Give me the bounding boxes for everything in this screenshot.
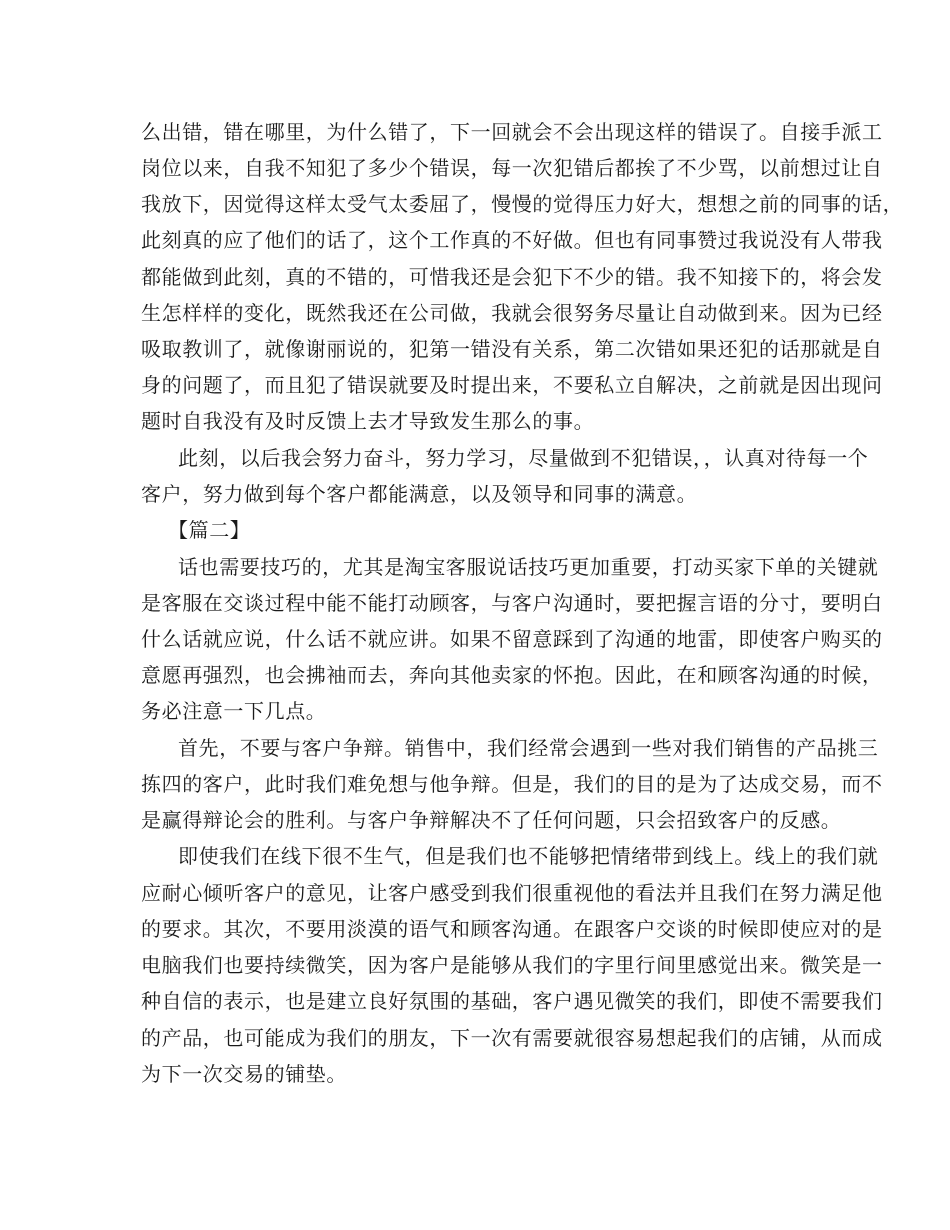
paragraph-5-line-2: 应耐心倾听客户的意见，让客户感受到我们很重视他的看法并且我们在努力满足他: [141, 881, 883, 905]
section-heading: 【篇二】: [168, 518, 251, 542]
paragraph-1-line-1: 么出错，错在哪里，为什么错了，下一回就会不会出现这样的错误了。自接手派工: [141, 120, 883, 144]
paragraph-1-line-2: 岗位以来，自我不知犯了多少个错误，每一次犯错后都挨了不少骂，以前想过让自: [141, 156, 883, 180]
paragraph-3-line-5: 务必注意一下几点。: [141, 699, 327, 723]
paragraph-2-line-1: 此刻，以后我会努力奋斗，努力学习，尽量做到不犯错误，，认真对待每一个: [178, 446, 869, 470]
paragraph-5-line-6: 的产品，也可能成为我们的朋友，下一次有需要就很容易想起我们的店铺，从而成: [141, 1026, 883, 1050]
paragraph-5-line-4: 电脑我们也要持续微笑，因为客户是能够从我们的字里行间里感觉出来。微笑是一: [141, 953, 883, 977]
paragraph-4-line-3: 是赢得辩论会的胜利。与客户争辩解决不了任何问题，只会招致客户的反感。: [141, 808, 842, 832]
paragraph-1-line-7: 吸取教训了，就像谢丽说的，犯第一错没有关系，第二次错如果还犯的话那就是自: [141, 337, 883, 361]
paragraph-1-line-8: 身的问题了，而且犯了错误就要及时提出来，不要私立自解决，之前就是因出现问: [141, 373, 883, 397]
paragraph-1-line-6: 生怎样样的变化，既然我还在公司做，我就会很努务尽量让自动做到来。因为已经: [141, 301, 883, 325]
paragraph-4-line-2: 拣四的客户，此时我们难免想与他争辩。但是，我们的目的是为了达成交易，而不: [141, 772, 883, 796]
paragraph-5-line-1: 即使我们在线下很不生气，但是我们也不能够把情绪带到线上。线上的我们就: [178, 844, 879, 868]
paragraph-1-line-4: 此刻真的应了他们的话了，这个工作真的不好做。但也有同事赞过我说没有人带我: [141, 228, 883, 252]
paragraph-5-line-7: 为下一次交易的铺垫。: [141, 1062, 347, 1086]
paragraph-3-line-3: 什么话就应说，什么话不就应讲。如果不留意踩到了沟通的地雷，即使客户购买的: [141, 627, 883, 651]
paragraph-2-line-2: 客户，努力做到每个客户都能满意，以及领导和同事的满意。: [141, 482, 698, 506]
paragraph-5-line-5: 种自信的表示，也是建立良好氛围的基础，客户遇见微笑的我们，即使不需要我们: [141, 989, 883, 1013]
paragraph-3-line-4: 意愿再强烈，也会拂袖而去，奔向其他卖家的怀抱。因此，在和顾客沟通的时候，: [141, 663, 883, 687]
paragraph-1-line-3: 我放下，因觉得这样太受气太委屈了，慢慢的觉得压力好大，想想之前的同事的话，: [141, 192, 904, 216]
paragraph-4-line-1: 首先，不要与客户争辩。销售中，我们经常会遇到一些对我们销售的产品挑三: [178, 736, 879, 760]
paragraph-1-line-9: 题时自我没有及时反馈上去才导致发生那么的事。: [141, 409, 595, 433]
paragraph-3-line-1: 话也需要技巧的，尤其是淘宝客服说话技巧更加重要，打动买家下单的关键就: [178, 555, 879, 579]
paragraph-5-line-3: 的要求。其次，不要用淡漠的语气和顾客沟通。在跟客户交谈的时候即使应对的是: [141, 917, 883, 941]
paragraph-1-line-5: 都能做到此刻，真的不错的，可惜我还是会犯下不少的错。我不知接下的，将会发: [141, 265, 883, 289]
paragraph-3-line-2: 是客服在交谈过程中能不能打动顾客，与客户沟通时，要把握言语的分寸，要明白: [141, 591, 883, 615]
